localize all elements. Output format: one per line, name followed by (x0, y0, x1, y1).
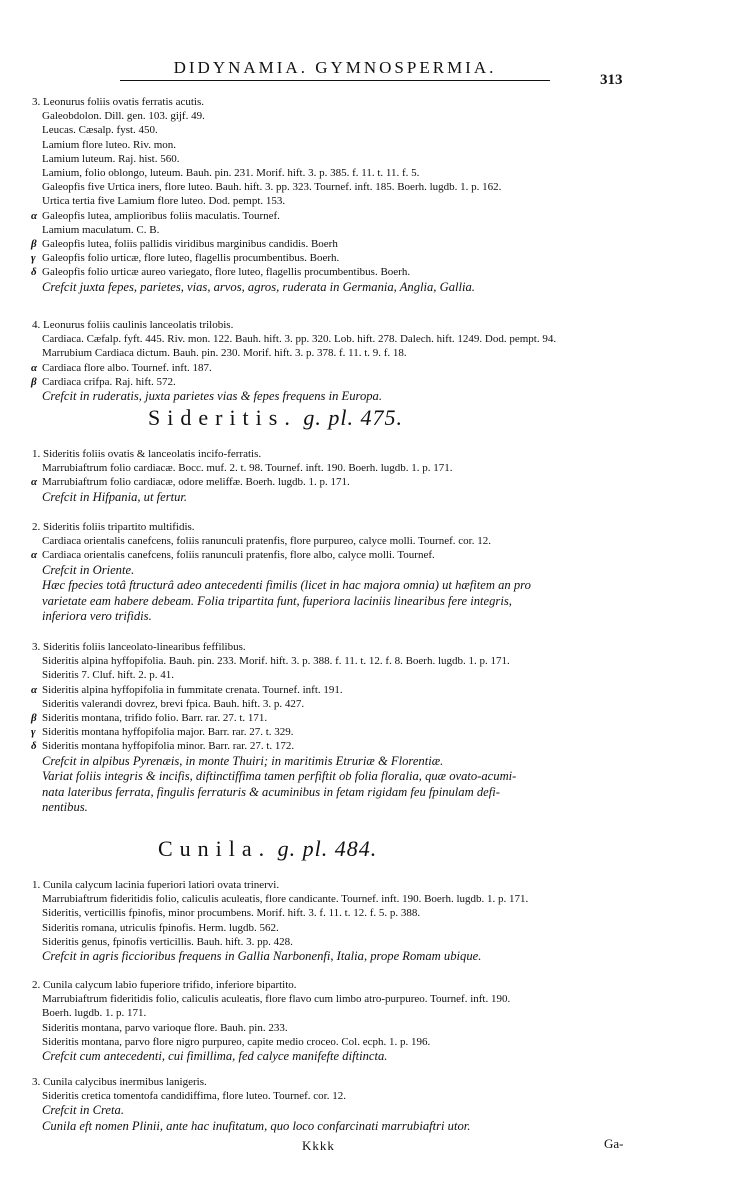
species-diagnosis: 4. Leonurus foliis caulinis lanceolatis trilobis. (32, 319, 234, 331)
species-entry (32, 95, 732, 295)
synonym-text: Marrubiaftrum folio cardiacæ. Bocc. muf. 2. t. 98. Tournef. inft. 190. Boerh. lugdb. 1. p. 171. (42, 462, 453, 475)
synonym-line (32, 683, 732, 697)
remark-line: Cunila eft nomen Plinii, ante hac inufitatum, quo loco confarcinati marrubiaftri utor. (42, 1118, 471, 1133)
synonym-line (32, 361, 732, 375)
species-entry (32, 447, 732, 505)
species-diagnosis: 2. Cunila calycum labio fuperiore trifido, inferiore bipartito. (32, 979, 297, 991)
synonym-text: Galeopfis folio urticæ, flore luteo, flagellis procumbentibus. Boerh. (42, 252, 340, 265)
variety-mark: δ (31, 266, 37, 279)
section-title-sideritis (148, 405, 403, 431)
habitat-note: Crefcit in Oriente. (42, 562, 135, 577)
species-entry (32, 878, 732, 965)
synonym-line (32, 921, 732, 935)
synonym-text: Lamium flore luteo. Riv. mon. (42, 138, 177, 151)
species-entry (32, 1075, 732, 1134)
synonym-line (32, 375, 732, 389)
synonym-line (32, 697, 732, 711)
variety-mark: α (31, 683, 38, 696)
synonym-text: Galeopfis folio urticæ aureo variegato, flore luteo, flagellis procumbentibus. Boerh. (42, 266, 411, 279)
synonym-line (32, 166, 732, 180)
synonym-line (32, 109, 732, 123)
genus-reference: g. pl. 475. (296, 405, 403, 430)
habitat-note: Crefcit in Creta. (42, 1103, 124, 1118)
genus-reference: g. pl. 484. (271, 836, 378, 861)
synonym-text: Lamium luteum. Raj. hist. 560. (42, 152, 180, 165)
synonym-text: Marrubiaftrum fideritidis folio, caliculis aculeatis, flore candicante. Tournef. inft. 190. Boerh. lugdb. 1. p. 171. (42, 893, 529, 906)
synonym-text: Cardiaca crifpa. Raj. hift. 572. (42, 375, 176, 388)
remark-line: varietate eam habere debeam. Folia tripartita funt, fuperiora laciniis linearibus fere integris, (42, 593, 512, 608)
synonym-line (32, 223, 732, 237)
synonym-line (32, 654, 732, 668)
synonym-line (32, 1035, 732, 1049)
synonym-line (32, 739, 732, 753)
signature-mark: Kkkk (302, 1138, 335, 1153)
synonym-text: Cardiaca flore albo. Tournef. inft. 187. (42, 361, 212, 374)
synonym-line (32, 534, 732, 548)
page-number: 313 (600, 72, 623, 88)
synonym-line (32, 265, 732, 279)
synonym-line (32, 123, 732, 137)
synonym-line (32, 332, 732, 346)
variety-mark: γ (31, 252, 36, 265)
genus-name: Sideritis. (148, 405, 297, 430)
synonym-text: Sideritis cretica tomentofa candidiffima, flore luteo. Tournef. cor. 12. (42, 1090, 346, 1103)
synonym-text: Sideritis alpina hyffopifolia. Bauh. pin. 233. Morif. hift. 3. p. 388. f. 11. t. 12. f. 8. Boerh. lugdb. 1. p. 171. (42, 655, 510, 668)
variety-mark: α (31, 209, 38, 222)
species-entry (32, 318, 732, 405)
synonym-text: Galeobdolon. Dill. gen. 103. gijf. 49. (42, 110, 205, 123)
species-diagnosis: 1. Cunila calycum lacinia fuperiori latiori ovata trinervi. (32, 879, 280, 891)
synonym-line (32, 237, 732, 251)
synonym-text: Sideritis montana, trifido folio. Barr. rar. 27. t. 171. (42, 712, 268, 725)
synonym-text: Marrubiaftrum fideritidis folio, caliculis aculeatis, flore flavo cum limbo atro-purpureo. Tournef. inft. 190. (42, 993, 511, 1006)
synonym-text: Marrubiaftrum folio cardiacæ, odore meliffæ. Boerh. lugdb. 1. p. 171. (42, 476, 350, 489)
species-entry (32, 640, 732, 816)
running-header: DIDYNAMIA. GYMNOSPERMIA. (120, 58, 550, 81)
synonym-line (32, 180, 732, 194)
synonym-text: Galeopfis lutea, amplioribus foliis maculatis. Tournef. (42, 209, 280, 222)
synonym-text: Marrubium Cardiaca dictum. Bauh. pin. 230. Morif. hift. 3. p. 378. f. 11. t. 9. f. 18. (42, 347, 407, 360)
habitat-note: Crefcit in agris ficcioribus frequens in Gallia Narbonenfi, Italia, prope Romam ubique. (42, 949, 482, 964)
species-diagnosis: 3. Leonurus foliis ovatis ferratis acutis. (32, 96, 204, 108)
synonym-line (32, 152, 732, 166)
species-diagnosis: 3. Sideritis foliis lanceolato-linearibus feffilibus. (32, 641, 246, 653)
synonym-line (32, 725, 732, 739)
synonym-line (32, 138, 732, 152)
variety-mark: β (31, 712, 37, 725)
synonym-text: Sideritis montana, parvo varioque flore. Bauh. pin. 233. (42, 1021, 288, 1034)
synonym-text: Cardiaca. Cæfalp. fyft. 445. Riv. mon. 122. Bauh. hift. 3. pp. 320. Lob. hift. 278. Dalech. hift. 1249. Dod. pempt. 94. (42, 333, 557, 346)
synonym-text: Galeopfis lutea, foliis pallidis viridibus marginibus candidis. Boerh (42, 238, 338, 251)
remark-line: Variat foliis integris & incifis, diftinctiffima tamen perfiftit ob folia floralia, quæ ovato-acumi- (42, 769, 517, 784)
remark-line: Hæc fpecies totâ ftructurâ adeo antecedenti fimilis (licet in hac majora omnia) ut hæfitem an pro (42, 578, 531, 593)
synonym-line (32, 346, 732, 360)
remark-line: nata lateribus ferrata, fingulis ferraturis & acuminibus in fetam rigidam feu fpinulam defi- (42, 784, 500, 799)
species-diagnosis: 2. Sideritis foliis tripartito multifidis. (32, 521, 195, 533)
synonym-text: Sideritis genus, fpinofis verticillis. Bauh. hift. 3. pp. 428. (42, 935, 293, 948)
synonym-text: Leucas. Cæsalp. fyst. 450. (42, 124, 158, 137)
synonym-text: Sideritis montana, parvo flore nigro purpureo, capite medio croceo. Col. ecph. 1. p. 196. (42, 1035, 431, 1048)
variety-mark: α (31, 549, 38, 562)
habitat-note: Crefcit juxta fepes, parietes, vias, arvos, agros, ruderata in Germania, Anglia, Gallia. (42, 279, 475, 294)
synonym-text: Lamium, folio oblongo, luteum. Bauh. pin. 231. Morif. hift. 3. p. 385. f. 11. t. 11. f. 5. (42, 167, 420, 180)
synonym-text: Boerh. lugdb. 1. p. 171. (42, 1007, 147, 1020)
habitat-note: Crefcit in Hifpania, ut fertur. (42, 489, 188, 504)
synonym-line (32, 1089, 732, 1103)
synonym-text: Urtica tertia five Lamium flore luteo. Dod. pempt. 153. (42, 195, 286, 208)
synonym-text: Sideritis alpina hyffopifolia in fummitate crenata. Tournef. inft. 191. (42, 683, 343, 696)
synonym-text: Sideritis montana hyffopifolia minor. Barr. rar. 27. t. 172. (42, 740, 295, 753)
synonym-line (32, 892, 732, 906)
variety-mark: δ (31, 740, 37, 753)
habitat-note: Crefcit in alpibus Pyrenæis, in monte Thuiri; in maritimis Etruriæ & Florentiæ. (42, 753, 444, 768)
species-diagnosis: 1. Sideritis foliis ovatis & lanceolatis incifo-ferratis. (32, 448, 262, 460)
genus-name: Cunila. (158, 836, 272, 861)
synonym-text: Sideritis romana, utriculis fpinofis. Herm. lugdb. 562. (42, 921, 279, 934)
synonym-text: Sideritis valerandi dovrez, brevi fpica. Bauh. hift. 3. p. 427. (42, 697, 305, 710)
synonym-line (32, 711, 732, 725)
synonym-text: Cardiaca orientalis canefcens, foliis ranunculi pratenfis, flore purpureo, calyce molli. Tournef. cor. 12. (42, 535, 491, 548)
synonym-line (32, 992, 732, 1006)
species-entry (32, 978, 732, 1065)
synonym-line (32, 475, 732, 489)
synonym-text: Sideritis, verticillis fpinofis, minor procumbens. Morif. hift. 3. f. 11. t. 12. f. 5. p. 388. (42, 907, 421, 920)
synonym-text: Cardiaca orientalis canefcens, foliis ranunculi pratenfis, flore albo, calyce molli. Tournef. (42, 549, 435, 562)
section-title-cunila (158, 836, 377, 862)
synonym-text: Sideritis 7. Cluf. hift. 2. p. 41. (42, 669, 174, 682)
synonym-line (32, 251, 732, 265)
variety-mark: β (31, 238, 37, 251)
synonym-line (32, 668, 732, 682)
habitat-note: Crefcit in ruderatis, juxta parietes vias & fepes frequens in Europa. (42, 389, 382, 404)
habitat-note: Crefcit cum antecedenti, cui fimillima, fed calyce manifefte diftincta. (42, 1049, 388, 1064)
variety-mark: γ (31, 726, 36, 739)
synonym-line (32, 461, 732, 475)
variety-mark: α (31, 476, 38, 489)
synonym-line (32, 548, 732, 562)
synonym-line (32, 935, 732, 949)
variety-mark: β (31, 375, 37, 388)
synonym-line (32, 1006, 732, 1020)
species-entry (32, 520, 732, 625)
synonym-line (32, 906, 732, 920)
synonym-text: Galeopfis five Urtica iners, flore luteo. Bauh. hift. 3. pp. 323. Tournef. inft. 185. Boerh. lugdb. 1. p. 162. (42, 181, 502, 194)
synonym-text: Sideritis montana hyffopifolia major. Barr. rar. 27. t. 329. (42, 726, 294, 739)
synonym-line (32, 209, 732, 223)
synonym-line (32, 194, 732, 208)
remark-line: nentibus. (42, 800, 88, 815)
catchword: Ga- (604, 1136, 624, 1151)
variety-mark: α (31, 361, 38, 374)
synonym-line (32, 1021, 732, 1035)
synonym-text: Lamium maculatum. C. B. (42, 223, 160, 236)
species-diagnosis: 3. Cunila calycibus inermibus lanigeris. (32, 1076, 207, 1088)
remark-line: inferiora vero trifidis. (42, 609, 152, 624)
